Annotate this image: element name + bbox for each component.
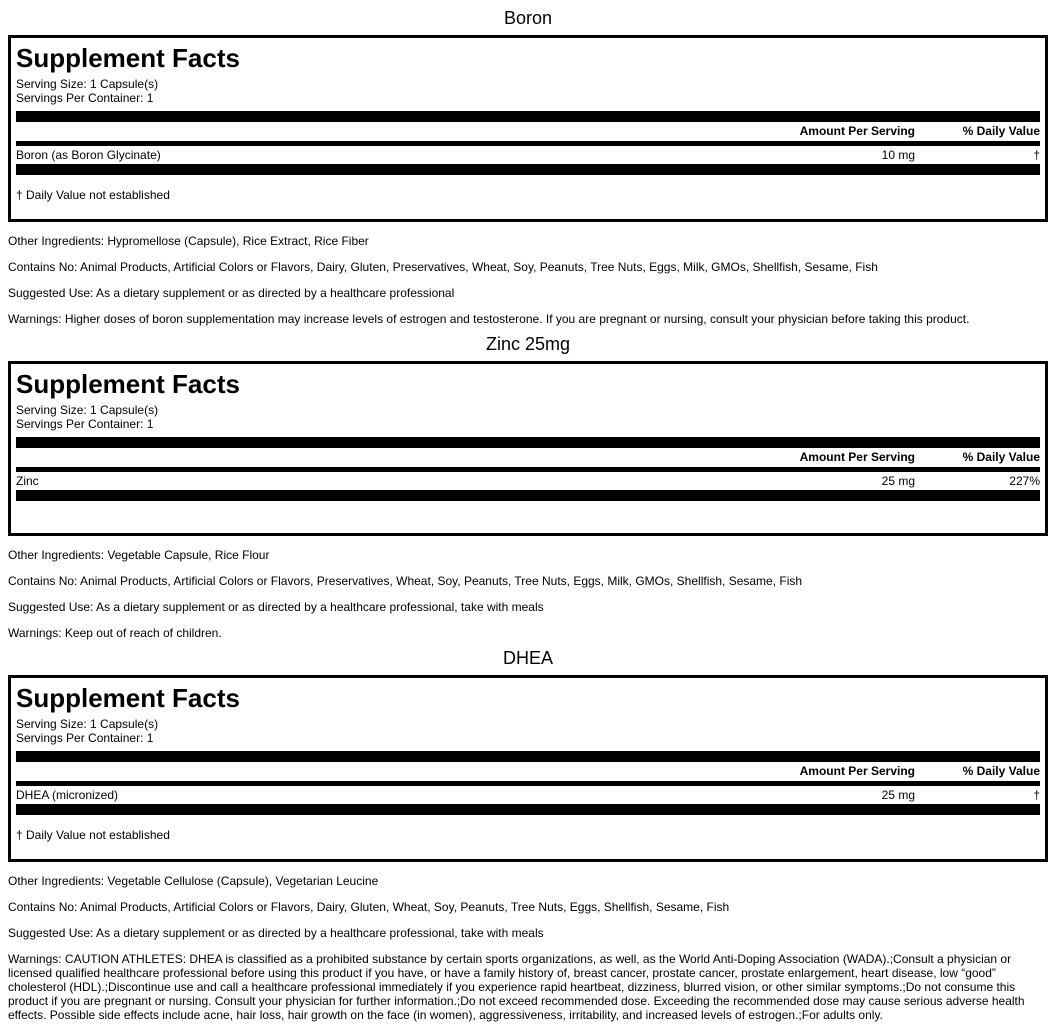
ingredient-amount: 25 mg	[881, 474, 915, 488]
divider-thick	[16, 490, 1040, 501]
ingredient-row	[16, 146, 1040, 164]
product-info	[8, 874, 1048, 1022]
column-header-row	[16, 122, 1040, 141]
warnings: Warnings: Keep out of reach of children.	[8, 626, 222, 640]
column-header-row	[16, 448, 1040, 467]
servings-per-container: Servings Per Container: 1	[16, 417, 154, 431]
column-header-amount: Amount Per Serving	[799, 450, 915, 464]
ingredient-name: DHEA (micronized)	[16, 788, 119, 802]
divider-thick	[16, 751, 1040, 762]
column-header-row	[16, 762, 1040, 781]
footnote: † Daily Value not established	[16, 828, 170, 842]
divider-thick	[16, 164, 1040, 175]
servings-per-container: Servings Per Container: 1	[16, 91, 154, 105]
ingredient-daily-value: †	[1033, 788, 1040, 802]
suggested-use: Suggested Use: As a dietary supplement or as directed by a healthcare professional, take with meals	[8, 600, 544, 614]
ingredient-name: Boron (as Boron Glycinate)	[16, 148, 161, 162]
servings-per-container: Servings Per Container: 1	[16, 731, 154, 745]
serving-size: Serving Size: 1 Capsule(s)	[16, 77, 159, 91]
supplement-facts-panel	[8, 361, 1048, 536]
serving-size: Serving Size: 1 Capsule(s)	[16, 403, 159, 417]
footnote	[16, 507, 1040, 521]
ingredient-amount: 25 mg	[881, 788, 915, 802]
column-header-name	[16, 448, 715, 467]
product-title: Boron	[503, 8, 553, 28]
footnote: † Daily Value not established	[16, 188, 170, 202]
column-header-amount: Amount Per Serving	[799, 764, 915, 778]
facts-heading: Supplement Facts	[16, 369, 240, 399]
suggested-use: Suggested Use: As a dietary supplement or as directed by a healthcare professional, take with meals	[8, 926, 544, 940]
product-info	[8, 548, 1048, 640]
ingredient-row	[16, 786, 1040, 804]
divider-thick	[16, 804, 1040, 815]
column-header-daily-value: % Daily Value	[962, 764, 1040, 778]
divider-thick	[16, 437, 1040, 448]
ingredient-name: Zinc	[16, 474, 39, 488]
product-zinc	[8, 334, 1048, 640]
facts-heading: Supplement Facts	[16, 43, 240, 73]
other-ingredients: Other Ingredients: Vegetable Cellulose (Capsule), Vegetarian Leucine	[8, 874, 379, 888]
product-info	[8, 234, 1048, 326]
column-header-daily-value: % Daily Value	[962, 124, 1040, 138]
ingredient-daily-value: 227%	[1009, 474, 1040, 488]
supplement-facts-panel	[8, 675, 1048, 862]
warnings: Warnings: Higher doses of boron supplementation may increase levels of estrogen and testosterone. If you are pregnant or nursing, consult your physician before taking this product.	[8, 312, 970, 326]
column-header-amount: Amount Per Serving	[799, 124, 915, 138]
other-ingredients: Other Ingredients: Hypromellose (Capsule), Rice Extract, Rice Fiber	[8, 234, 369, 248]
other-ingredients: Other Ingredients: Vegetable Capsule, Rice Flour	[8, 548, 270, 562]
product-title: Zinc 25mg	[485, 334, 571, 354]
facts-heading: Supplement Facts	[16, 683, 240, 713]
product-title: DHEA	[502, 648, 553, 668]
suggested-use: Suggested Use: As a dietary supplement or as directed by a healthcare professional	[8, 286, 455, 300]
contains-no: Contains No: Animal Products, Artificial Colors or Flavors, Preservatives, Wheat, Soy, Peanuts, Tree Nuts, Eggs, Milk, GMOs, Shellfish, Sesame, Fish	[8, 574, 803, 588]
supplement-facts-panel	[8, 35, 1048, 222]
serving-size: Serving Size: 1 Capsule(s)	[16, 717, 159, 731]
product-boron	[8, 8, 1048, 326]
ingredient-daily-value: †	[1033, 148, 1040, 162]
column-header-daily-value: % Daily Value	[962, 450, 1040, 464]
ingredient-row	[16, 472, 1040, 490]
column-header-name	[16, 762, 715, 781]
warnings: Warnings: CAUTION ATHLETES: DHEA is classified as a prohibited substance by certain sports organizations, as well, as the World Anti-Doping Association (WADA).;Consult a physician or licensed qualified healthcare professional before using this product if you have, or have a family history of, breast cancer, prostate cancer, prostate enlargement, heart disease, low “good” cholesterol (HDL).;Discontinue use and call a healthcare professional immediately if you experience rapid heartbeat, dizziness, blurred vision, or other similar symptoms.;Do not consume this product if you are pregnant or nursing. Consult your physician for further information.;Do not exceed recommended dose. Exceeding the recommended dose may cause serious adverse health effects. Possible side effects include acne, hair loss, hair growth on the face (in women), aggressiveness, irritability, and increased levels of estrogen.;For adults only.	[8, 952, 1025, 1022]
product-dhea	[8, 648, 1048, 1022]
divider-thick	[16, 111, 1040, 122]
ingredient-amount: 10 mg	[881, 148, 915, 162]
contains-no: Contains No: Animal Products, Artificial Colors or Flavors, Dairy, Gluten, Preservatives, Wheat, Soy, Peanuts, Tree Nuts, Eggs, Milk, GMOs, Shellfish, Sesame, Fish	[8, 260, 878, 274]
contains-no: Contains No: Animal Products, Artificial Colors or Flavors, Dairy, Gluten, Wheat, Soy, Peanuts, Tree Nuts, Eggs, Shellfish, Sesame, Fish	[8, 900, 730, 914]
column-header-name	[16, 122, 715, 141]
